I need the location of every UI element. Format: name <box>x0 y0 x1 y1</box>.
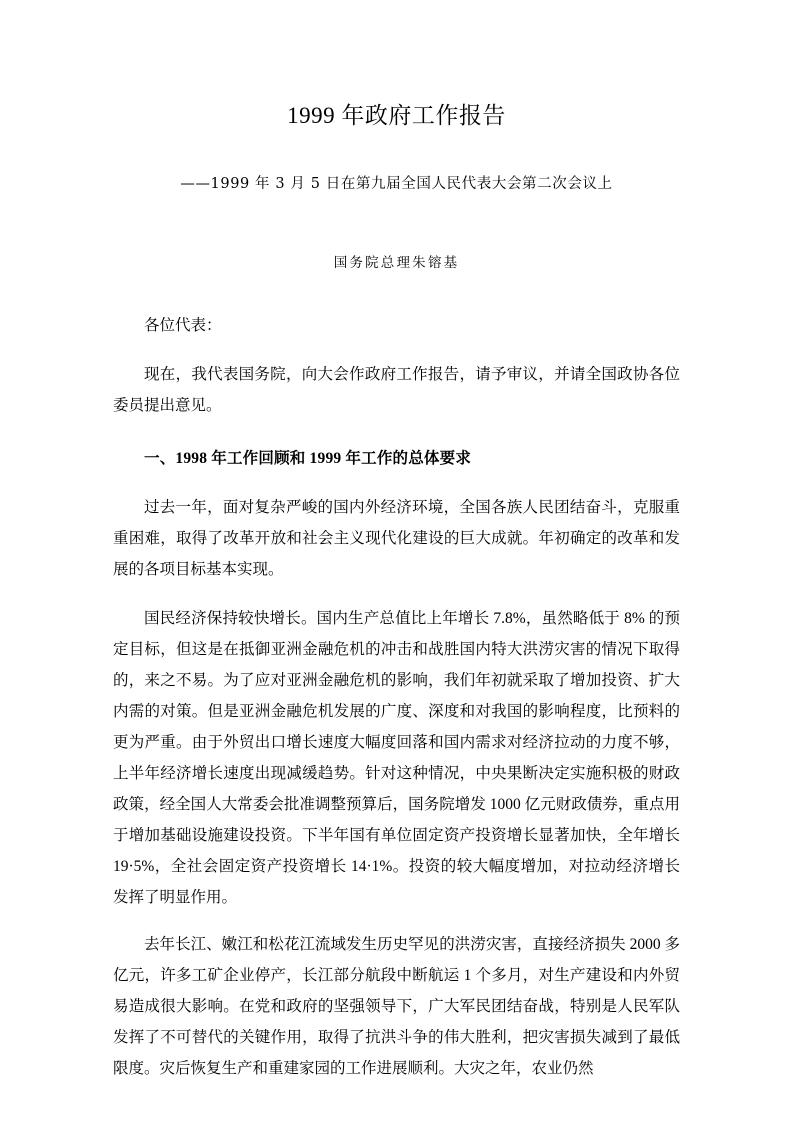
paragraph-flood-disaster: 去年长江、嫩江和松花江流域发生历史罕见的洪涝灾害，直接经济损失 2000 多亿元，许多工矿企业停产，长江部分航段中断航运 1 个多月，对生产建设和内外贸易造成很大影响。在党和政府的坚强领导下，广大军民团结奋战，特别是人民军队发挥了不可替代的关键作用，取得了抗洪斗争的伟大胜利，把灾害损失减到了最低限度。灾后恢复生产和重建家园的工作进展顺利。大灾之年，农业仍然 <box>113 935 680 1077</box>
document-subtitle: ——1999 年 3 月 5 日在第九届全国人民代表大会第二次会议上 <box>180 175 613 192</box>
salutation: 各位代表： <box>144 316 222 334</box>
document-content <box>113 0 680 1084</box>
document-author: 国务院总理朱镕基 <box>333 254 460 271</box>
paragraph-economy-growth: 国民经济保持较快增长。国内生产总值比上年增长 7.8%，虽然略低于 8% 的预定目标，但这是在抵御亚洲金融危机的冲击和战胜国内特大洪涝灾害的情况下取得的，来之不易。为了应对亚洲金融危机的影响，我们年初就采取了增加投资、扩大内需的对策。但是亚洲金融危机发展的广度、深度和对我国的影响程度，比预料的更为严重。由于外贸出口增长速度大幅度回落和国内需求对经济拉动的力度不够，上半年经济增长速度出现减缓趋势。针对这种情况，中央果断决定实施积极的财政政策，经全国人大常委会批准调整预算后，国务院增发 1000 亿元财政债券，重点用于增加基础设施建设投资。下半年国有单位固定资产投资增长显著加快，全年增长 19·5%，全社会固定资产投资增长 14·1%。投资的较大幅度增加，对拉动经济增长发挥了明显作用。 <box>113 609 680 906</box>
page-title: 1999 年政府工作报告 <box>287 103 506 128</box>
section-heading: 一、1998 年工作回顾和 1999 年工作的总体要求 <box>144 449 472 467</box>
paragraph-intro: 现在，我代表国务院，向大会作政府工作报告，请予审议，并请全国政协各位委员提出意见。 <box>113 365 680 414</box>
paragraph-review-overview: 过去一年，面对复杂严峻的国内外经济环境，全国各族人民团结奋斗，克服重重困难，取得了改革开放和社会主义现代化建设的巨大成就。年初确定的改革和发展的各项目标基本实现。 <box>113 498 680 578</box>
